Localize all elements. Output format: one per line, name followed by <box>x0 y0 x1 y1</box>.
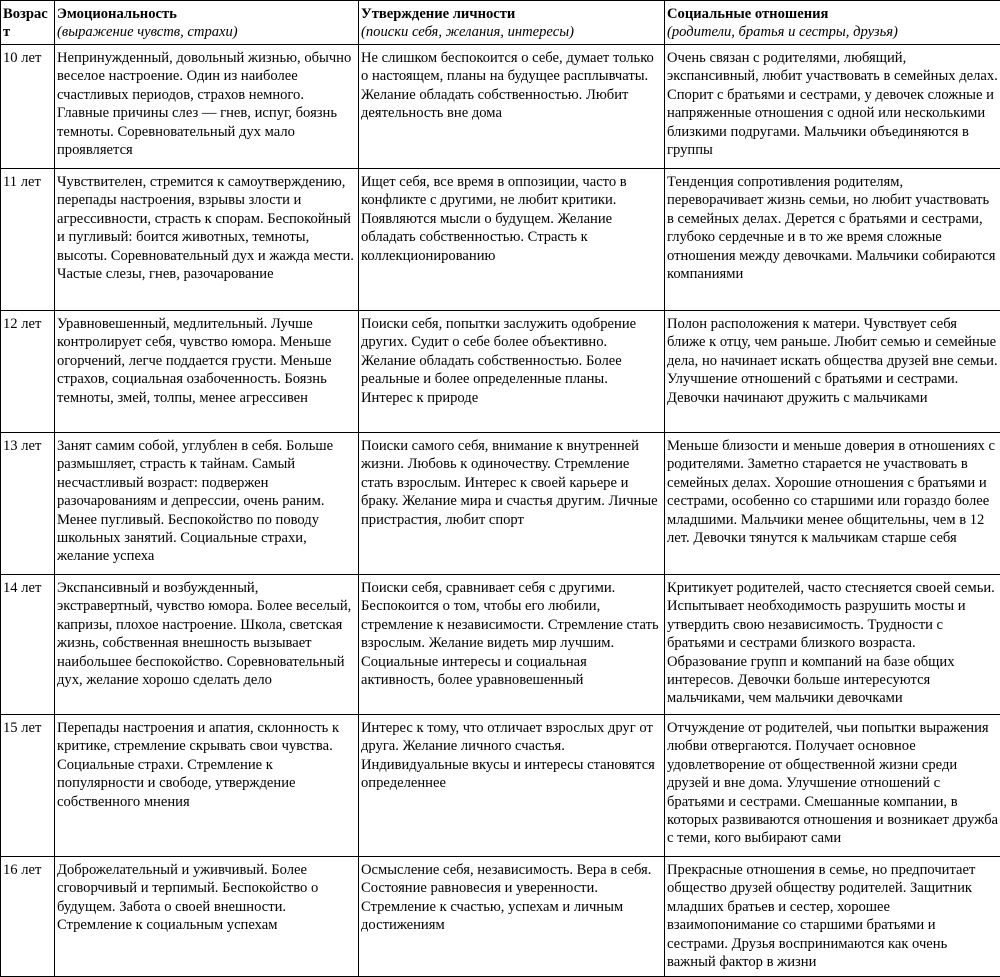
age-cell: 10 лет <box>1 45 55 169</box>
table-row <box>1 575 1000 715</box>
table-row <box>1 169 1000 311</box>
social-cell: Полон расположения к матери. Чувствует себя ближе к отцу, чем раньше. Любит семью и семейные дела, но начинает искать общества друзей вне семьи. Улучшение отношений с братьями и сестрами. Девочки начинают дружить с мальчиками <box>665 311 1000 433</box>
social-cell: Тенденция сопротивления родителям, переворачивает жизнь семьи, но любит участвовать в семейных делах. Дерется с братьями и сестрами, глубоко сердечные и в то же время сложные отношения между девочками. Мальчики собираются компаниями <box>665 169 1000 311</box>
table-row <box>1 45 1000 169</box>
header-identity-title: Утверждение личности <box>361 6 516 22</box>
identity-cell: Не слишком беспокоится о себе, думает только о настоящем, планы на будущее расплывчаты. Желание обладать собственностью. Любит деятельность вне дома <box>359 45 665 169</box>
social-cell: Очень связан с родителями, любящий, экспансивный, любит участвовать в семейных делах. Спорит с братьями и сестрами, у девочек сложные и напряженные отношения с одной или несколькими близкими подругами. Мальчики объединяются в группы <box>665 45 1000 169</box>
age-cell: 12 лет <box>1 311 55 433</box>
header-age-title: Возраст <box>3 6 48 41</box>
header-row <box>1 1 1000 45</box>
emotion-cell: Перепады настроения и апатия, склонность к критике, стремление скрывать свои чувства. Социальные страхи. Стремление к популярности и свободе, утверждение собственного мнения <box>55 715 359 857</box>
age-cell: 11 лет <box>1 169 55 311</box>
table-row <box>1 311 1000 433</box>
age-cell: 16 лет <box>1 857 55 977</box>
identity-cell: Поиски себя, попытки заслужить одобрение других. Судит о себе более объективно. Желание обладать собственностью. Более реальные и более определенные планы. Интерес к природе <box>359 311 665 433</box>
identity-cell: Поиски себя, сравнивает себя с другими. Беспокоится о том, чтобы его любили, стремление к независимости. Стремление стать взрослым. Желание видеть мир лучшим. Социальные интересы и социальная активность, более уравновешенный <box>359 575 665 715</box>
header-emotion <box>55 1 359 45</box>
header-social <box>665 1 1000 45</box>
emotion-cell: Чувствителен, стремится к самоутверждению, перепады настроения, взрывы злости и агрессивности, страсть к спорам. Беспокойный и пугливый: боится животных, темноты, высоты. Соревновательный дух и жажда мести. Частые слезы, гнев, разочарование <box>55 169 359 311</box>
header-identity <box>359 1 665 45</box>
header-identity-subtitle: (поиски себя, желания, интересы) <box>361 24 574 41</box>
header-social-title: Социальные отношения <box>667 6 829 22</box>
social-cell: Отчуждение от родителей, чьи попытки выражения любви отвергаются. Получает основное удовлетворение от общественной жизни среди друзей и вне дома. Улучшение отношений с братьями и сестрами. Смешанные компании, в которых развиваются отношения и возникает дружба с теми, кого выбирают сами <box>665 715 1000 857</box>
emotion-cell: Экспансивный и возбужденный, экстравертный, чувство юмора. Более веселый, капризы, плохое настроение. Школа, светская жизнь, собственная внешность вызывает наибольшее беспокойство. Соревновательный дух, желание хорошо сделать дело <box>55 575 359 715</box>
identity-cell: Поиски самого себя, внимание к внутренней жизни. Любовь к одиночеству. Стремление стать взрослым. Интерес к своей карьере и браку. Желание мира и счастья другим. Личные пристрастия, любит спорт <box>359 433 665 575</box>
age-cell: 13 лет <box>1 433 55 575</box>
header-emotion-title: Эмоциональность <box>57 6 177 22</box>
table-row <box>1 857 1000 977</box>
identity-cell: Ищет себя, все время в оппозиции, часто в конфликте с другими, не любит критики. Появляются мысли о будущем. Желание обладать собственностью. Страсть к коллекционированию <box>359 169 665 311</box>
header-social-subtitle: (родители, братья и сестры, друзья) <box>667 24 898 41</box>
age-cell: 14 лет <box>1 575 55 715</box>
emotion-cell: Занят самим собой, углублен в себя. Больше размышляет, страсть к тайнам. Самый несчастливый возраст: подвержен разочарованиям и депрессии, очень раним. Менее пугливый. Беспокойство по поводу школьных занятий. Социальные страхи, желание успеха <box>55 433 359 575</box>
age-cell: 15 лет <box>1 715 55 857</box>
header-emotion-subtitle: (выражение чувств, страхи) <box>57 24 238 41</box>
identity-cell: Осмысление себя, независимость. Вера в себя. Состояние равновесия и уверенности. Стремление к счастью, успехам и личным достижениям <box>359 857 665 977</box>
social-cell: Меньше близости и меньше доверия в отношениях с родителями. Заметно старается не участвовать в семейных делах. Хорошие отношения с братьями и сестрами, особенно со старшими или гораздо более младшими. Мальчики менее общительны, чем в 12 лет. Девочки тянутся к мальчикам старше себя <box>665 433 1000 575</box>
table-row <box>1 433 1000 575</box>
emotion-cell: Уравновешенный, медлительный. Лучше контролирует себя, чувство юмора. Меньше огорчений, легче поддается грусти. Меньше страхов, социальная озабоченность. Боязнь темноты, змей, толпы, менее агрессивен <box>55 311 359 433</box>
social-cell: Прекрасные отношения в семье, но предпочитает общество друзей обществу родителей. Защитник младших братьев и сестер, хорошее взаимопонимание со старшими братьями и сестрами. Друзья воспринимаются как очень важный фактор в жизни <box>665 857 1000 977</box>
header-age <box>1 1 55 45</box>
table-row <box>1 715 1000 857</box>
identity-cell: Интерес к тому, что отличает взрослых друг от друга. Желание личного счастья. Индивидуальные вкусы и интересы становятся определеннее <box>359 715 665 857</box>
emotion-cell: Доброжелательный и уживчивый. Более сговорчивый и терпимый. Беспокойство о будущем. Забота о своей внешности. Стремление к социальным успехам <box>55 857 359 977</box>
social-cell: Критикует родителей, часто стесняется своей семьи. Испытывает необходимость разрушить мосты и утвердить свою независимость. Трудности с братьями и сестрами близкого возраста. Образование групп и компаний на базе общих интересов. Девочки больше интересуются мальчиками, чем мальчики девочками <box>665 575 1000 715</box>
emotion-cell: Непринужденный, довольный жизнью, обычно веселое настроение. Один из наиболее счастливых периодов, страхов немного. Главные причины слез — гнев, испуг, боязнь темноты. Соревновательный дух мало проявляется <box>55 45 359 169</box>
